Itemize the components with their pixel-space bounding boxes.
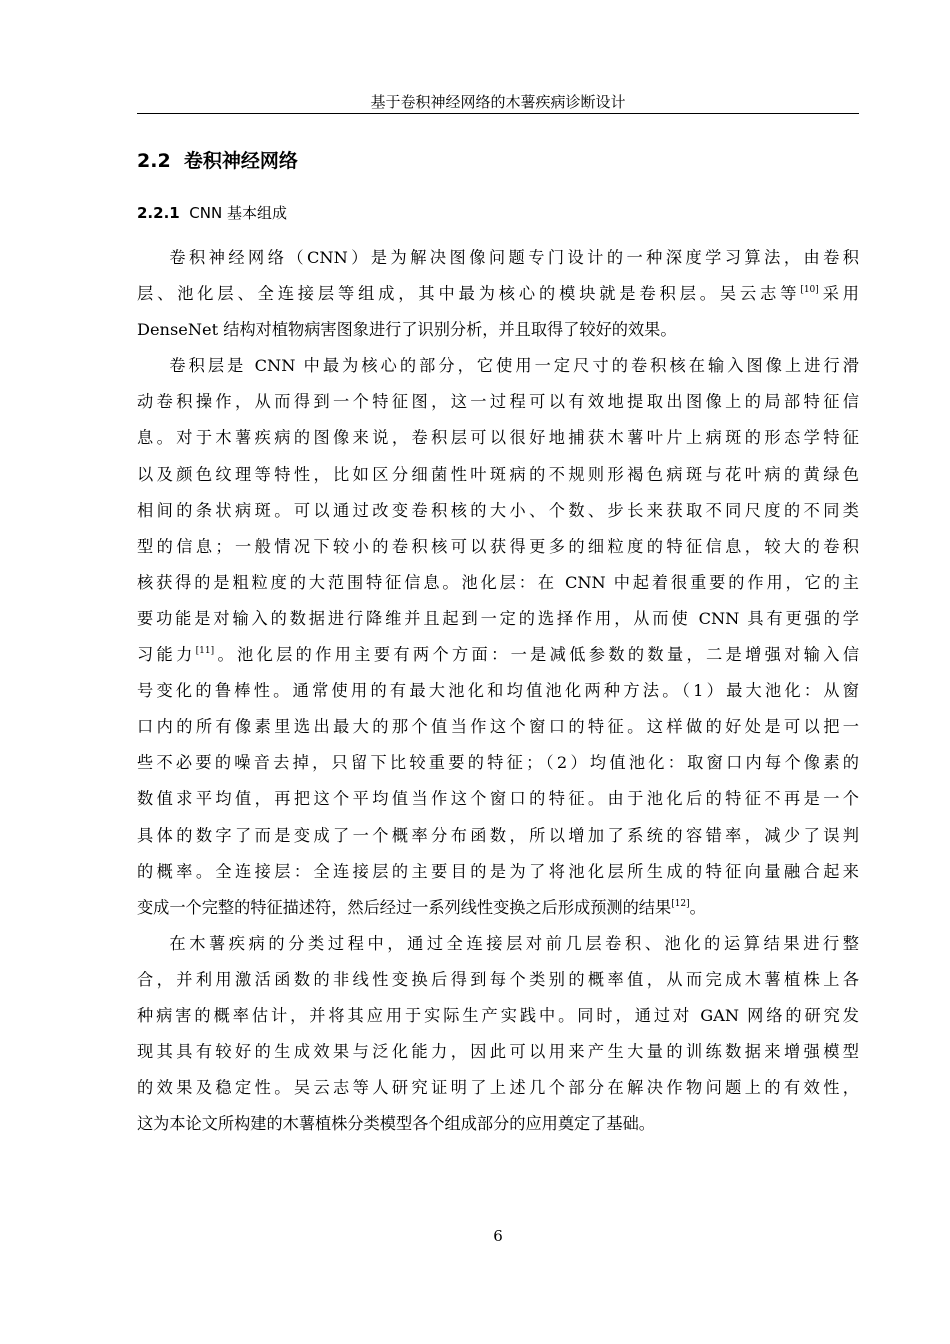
- text-line: 些不必要的噪音去掉，只留下比较重要的特征；（2）均值池化：取窗口内每个像素的: [137, 753, 859, 773]
- text-line: 要功能是对输入的数据进行降维并且起到一定的选择作用，从而使 CNN 具有更强的学: [137, 608, 859, 628]
- text-fragment: 层、池化层、全连接层等组成，其中最为核心的模块就是卷积层。吴云志等: [137, 284, 801, 304]
- text-line: 种病害的概率估计，并将其应用于实际生产实践中。同时，通过对 GAN 网络的研究发: [137, 1005, 859, 1025]
- text-line: 的效果及稳定性。吴云志等人研究证明了上述几个部分在解决作物问题上的有效性，: [137, 1078, 859, 1098]
- text-line: 以及颜色纹理等特性，比如区分细菌性叶斑病的不规则形褐色病斑与花叶病的黄绿色: [137, 464, 859, 484]
- text-line: 现其具有较好的生成效果与泛化能力，因此可以用来产生大量的训练数据来增强模型: [137, 1042, 859, 1062]
- text-line: 口内的所有像素里选出最大的那个值当作这个窗口的特征。这样做的好处是可以把一: [137, 717, 859, 737]
- text-fragment: 。池化层的作用主要有两个方面：一是减低参数的数量，二是增强对输入信: [214, 645, 860, 665]
- text-line: 在木薯疾病的分类过程中，通过全连接层对前几层卷积、池化的运算结果进行整: [169, 933, 859, 953]
- text-line: [137, 637, 859, 673]
- text-fragment: 。: [689, 897, 706, 917]
- header-rule: [137, 113, 859, 114]
- text-line: [137, 890, 859, 926]
- text-line: 型的信息；一般情况下较小的卷积核可以获得更多的细粒度的特征信息，较大的卷积: [137, 536, 859, 556]
- citation: [12]: [671, 898, 690, 909]
- citation: [11]: [195, 646, 215, 657]
- text-line: 动卷积操作，从而得到一个特征图，这一过程可以有效地提取出图像上的局部特征信: [137, 392, 859, 412]
- paragraph-2: [137, 348, 859, 926]
- text-line: 息。对于木薯疾病的图像来说，卷积层可以很好地捕获木薯叶片上病斑的形态学特征: [137, 428, 859, 448]
- section-number: 2.2: [137, 150, 171, 172]
- text-line: 合，并利用激活函数的非线性变换后得到每个类别的概率值，从而完成木薯植株上各: [137, 969, 859, 989]
- text-fragment: 习能力: [137, 645, 196, 665]
- running-header: 基于卷积神经网络的木薯疾病诊断设计: [370, 93, 626, 111]
- page-number: 6: [493, 1227, 503, 1245]
- text-fragment: 采用: [818, 284, 859, 304]
- text-line: 这为本论文所构建的木薯植株分类模型各个组成部分的应用奠定了基础。: [137, 1114, 655, 1134]
- text-line: DenseNet 结构对植物病害图象进行了识别分析，并且取得了较好的效果。: [137, 320, 677, 340]
- subsection-number: 2.2.1: [137, 204, 180, 222]
- citation: [10]: [800, 285, 819, 296]
- text-line: 卷积层是 CNN 中最为核心的部分，它使用一定尺寸的卷积核在输入图像上进行滑: [169, 356, 859, 376]
- text-fragment: 变成一个完整的特征描述符，然后经过一系列线性变换之后形成预测的结果: [137, 897, 672, 917]
- text-line: 具体的数字了而是变成了一个概率分布函数，所以增加了系统的容错率，减少了误判: [137, 825, 859, 845]
- subsection-heading: [137, 202, 287, 224]
- paragraph-3: [137, 926, 859, 1143]
- section-heading: [137, 148, 298, 174]
- text-line: 号变化的鲁棒性。通常使用的有最大池化和均值池化两种方法。（1）最大池化：从窗: [137, 681, 859, 701]
- text-line: 的概率。全连接层：全连接层的主要目的是为了将池化层所生成的特征向量融合起来: [137, 861, 859, 881]
- text-line: 核获得的是粗粒度的大范围特征信息。池化层：在 CNN 中起着很重要的作用，它的主: [137, 572, 859, 592]
- text-line: [137, 276, 859, 312]
- text-line: 数值求平均值，再把这个平均值当作这个窗口的特征。由于池化后的特征不再是一个: [137, 789, 859, 809]
- body-text: [137, 240, 859, 1142]
- section-title: 卷积神经网络: [183, 150, 298, 172]
- subsection-title: CNN 基本组成: [189, 204, 287, 222]
- text-line: 相间的条状病斑。可以通过改变卷积核的大小、个数、步长来获取不同尺度的不同类: [137, 500, 859, 520]
- text-line: 卷积神经网络（CNN）是为解决图像问题专门设计的一种深度学习算法，由卷积: [169, 248, 859, 267]
- paragraph-1: [137, 240, 859, 348]
